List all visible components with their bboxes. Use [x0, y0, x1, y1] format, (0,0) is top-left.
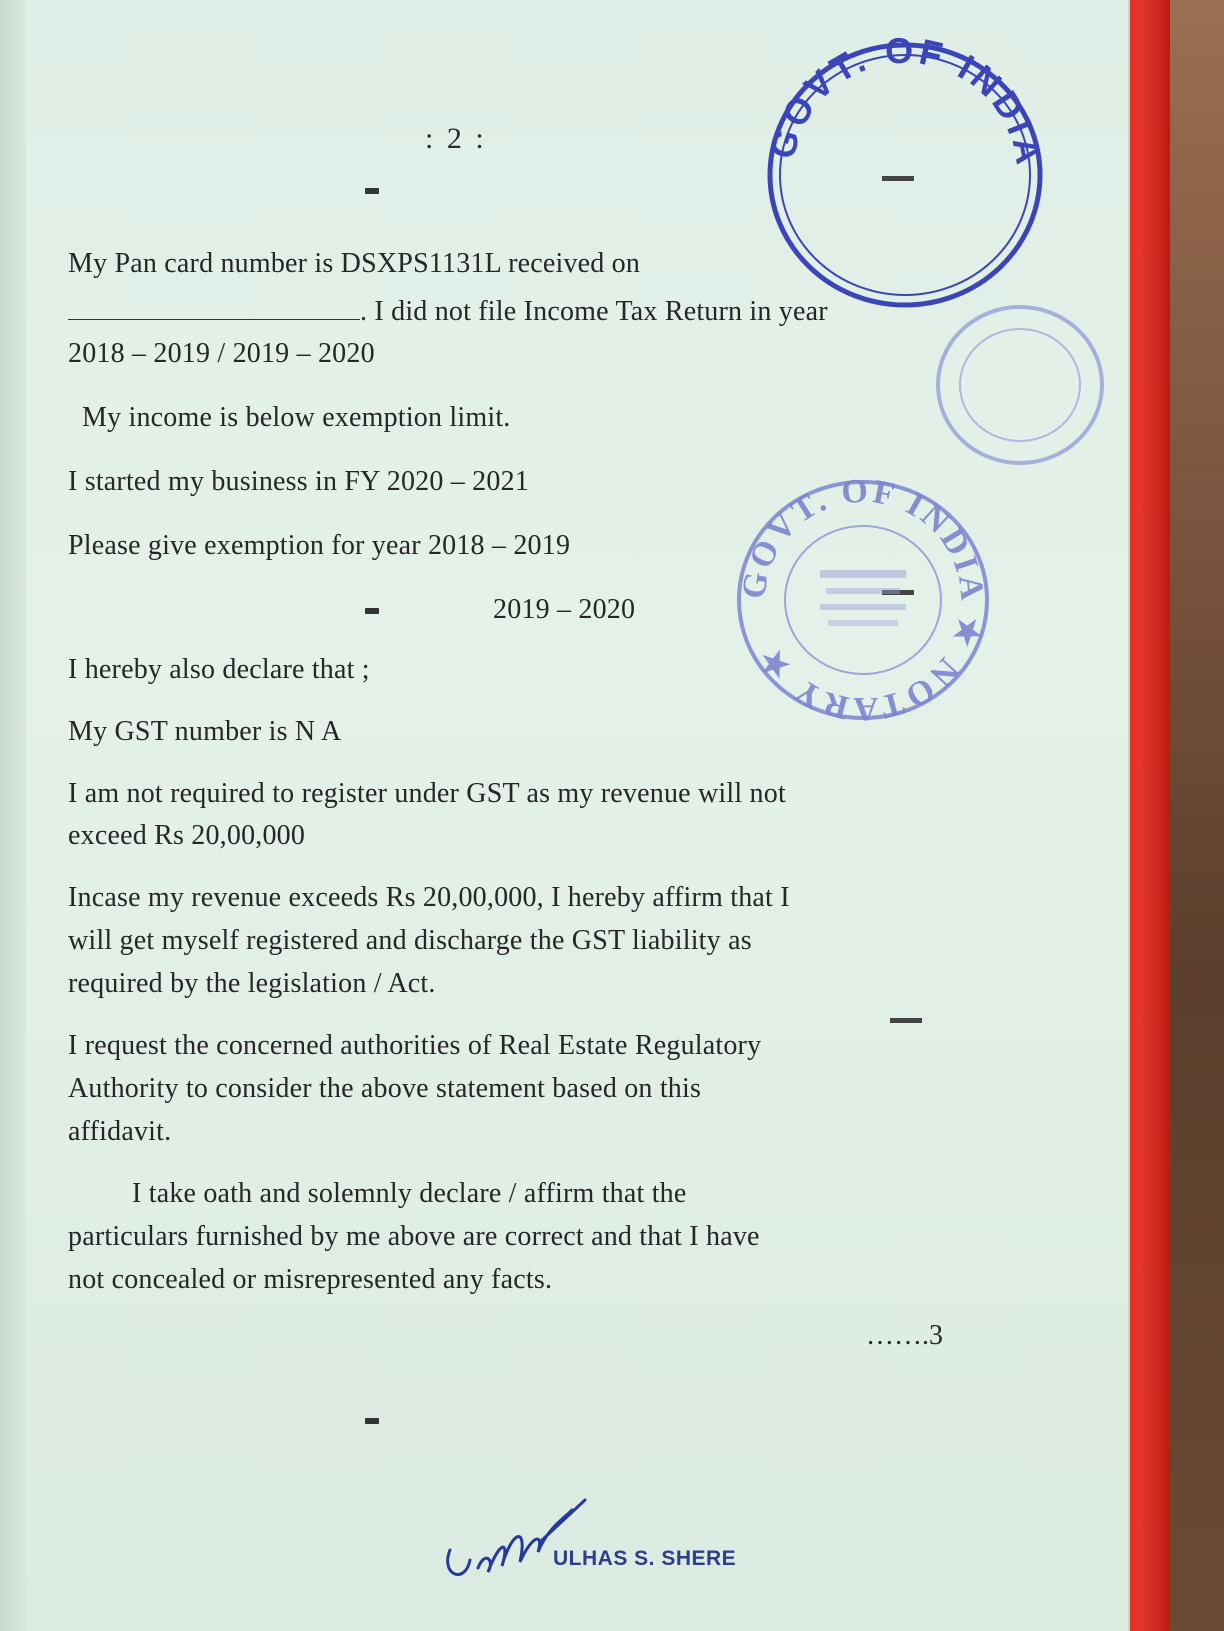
margin-dash [365, 608, 379, 614]
years-line: 2018 – 2019 / 2019 – 2020 [68, 338, 375, 369]
margin-dash [365, 1418, 379, 1424]
background-wood [1165, 0, 1224, 1631]
page-edge [0, 0, 26, 1631]
declare-line: I hereby also declare that ; [68, 654, 370, 685]
signature-name: ULHAS S. SHERE [553, 1547, 737, 1570]
itr-text: . I did not file Income Tax Return in year [360, 296, 828, 327]
request-line-2: Authority to consider the above statement based on this [68, 1073, 702, 1104]
request-line-3: affidavit. [68, 1116, 172, 1147]
oath-line-3: not concealed or misrepresented any facts. [68, 1264, 553, 1295]
svg-text:GOVT. OF INDIA [761, 30, 1050, 171]
margin-dash [365, 188, 379, 194]
request-line-1: I request the concerned authorities of Real Estate Regulatory [68, 1030, 762, 1061]
pan-line: My Pan card number is DSXPS1131L received on [68, 248, 641, 279]
gst-req-line-2: exceed Rs 20,00,000 [68, 820, 306, 851]
top-stamp-text: GOVT. OF INDIA [760, 30, 1050, 171]
exemption-year2: 2019 – 2020 [493, 594, 636, 625]
margin-mark [890, 1018, 922, 1023]
notary-stamp-text: GOVT. OF INDIA ★ NOTARY ★ [735, 472, 991, 728]
signature-scrawl [440, 1480, 590, 1590]
income-line: My income is below exemption limit. [82, 402, 511, 433]
blank-date-field [68, 299, 360, 320]
incase-line-1: Incase my revenue exceeds Rs 20,00,000, I hereby affirm that I [68, 882, 790, 913]
itr-line [68, 296, 828, 328]
oath-line-1: I take oath and solemnly declare / affirm that the [132, 1178, 687, 1209]
incase-line-3: required by the legislation / Act. [68, 968, 436, 999]
business-line: I started my business in FY 2020 – 2021 [68, 466, 529, 497]
svg-text:GOVT. OF INDIA ★ NOTARY ★ [735, 472, 990, 727]
oath-line-2: particulars furnished by me above are correct and that I have [68, 1221, 760, 1252]
page-number: : 2 : [425, 122, 487, 155]
govt-stamp-top [760, 30, 1050, 320]
gst-req-line-1: I am not required to register under GST as my revenue will not [68, 778, 786, 809]
exemption-line: Please give exemption for year 2018 – 2019 [68, 530, 571, 561]
continuation-marker: …….3 [866, 1320, 943, 1351]
faded-stamp-right [930, 300, 1110, 470]
notary-stamp [728, 470, 998, 730]
incase-line-2: will get myself registered and discharge the GST liability as [68, 925, 752, 956]
gst-number-line: My GST number is N A [68, 716, 342, 747]
